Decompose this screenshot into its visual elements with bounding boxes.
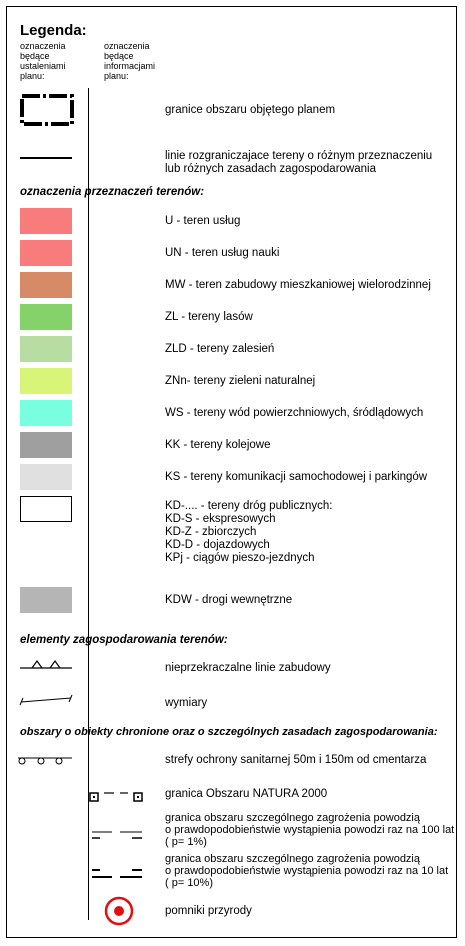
zone-label: UN - teren usług nauki [165,247,280,259]
dimension-label: wymiary [165,697,208,709]
zone-swatch [20,368,72,394]
sanitary-zone-symbol [16,756,74,766]
building-line-label: nieprzekraczalne linie zabudowy [165,662,331,674]
boundary-label: granice obszaru objętego planem [165,104,336,116]
boundary-symbol [18,92,76,128]
flood-10-symbol [90,868,146,880]
zone-swatch [20,240,72,266]
zone-label: KS - tereny komunikacji samochodowej i parkingów [165,471,428,483]
legend-title: Legenda: [20,22,87,39]
section-protected-title: obszary o obiekty chronione oraz o szczególnych zasadach zagospodarowania: [20,726,438,738]
dimension-symbol [18,694,74,706]
zone-swatch [20,587,72,613]
zone-swatch [20,464,72,490]
zone-label: MW - teren zabudowy mieszkaniowej wielorodzinnej [165,279,431,291]
flood-10-label: granica obszaru szczególnego zagrożenia powodzią o prawdopodobieństwie wystąpienia powodzi raz na 10 lat ( p= 10%) [165,853,449,889]
divider-label: linie rozgraniczajace tereny o różnym przeznaczeniu lub różnych zasadach zagospodarowania [165,150,433,175]
zone-swatch [20,208,72,234]
section-elements-title: elementy zagospodarowania terenów: [20,634,228,646]
column-label-information: oznaczenia będące informacjami planu: [104,41,156,81]
zone-swatch [20,400,72,426]
zone-label: KK - tereny kolejowe [165,439,271,451]
flood-100-label: granica obszaru szczególnego zagrożenia powodzią o prawdopodobieństwie wystąpienia powodzi raz na 100 lat ( p= 1%) [165,812,455,848]
building-line-symbol [18,658,74,670]
zone-swatch [20,336,72,362]
zone-label: ZLD - tereny zalesień [165,343,275,355]
zone-label: WS - tereny wód powierzchniowych, śródlądowych [165,407,424,419]
zone-label: U - teren usług [165,215,241,227]
monument-label: pomniki przyrody [165,905,252,917]
natura-boundary-symbol [88,790,150,804]
zone-swatch [20,272,72,298]
zone-label: ZNn- tereny zieleni naturalnej [165,375,316,387]
zone-label: ZL - tereny lasów [165,311,253,323]
zone-swatch [20,304,72,330]
flood-100-symbol [90,830,146,840]
zone-swatch [20,496,72,522]
section-zoning-title: oznaczenia przeznaczeń terenów: [20,186,205,198]
column-label-regulations: oznaczenia będące ustaleniami planu: [20,41,66,81]
zone-swatch [20,432,72,458]
sanitary-zone-label: strefy ochrony sanitarnej 50m i 150m od cmentarza [165,754,427,766]
natura-boundary-label: granica Obszaru NATURA 2000 [165,788,328,800]
divider-line-symbol [18,155,74,161]
monument-symbol [103,895,135,927]
zone-label: KD-.... - tereny dróg publicznych: KD-S - ekspresowych KD-Z - zbiorczych KD-D - dojazdowych KPj - ciągów pieszo-jezdnych [165,500,333,564]
zone-label: KDW - drogi wewnętrzne [165,594,293,606]
